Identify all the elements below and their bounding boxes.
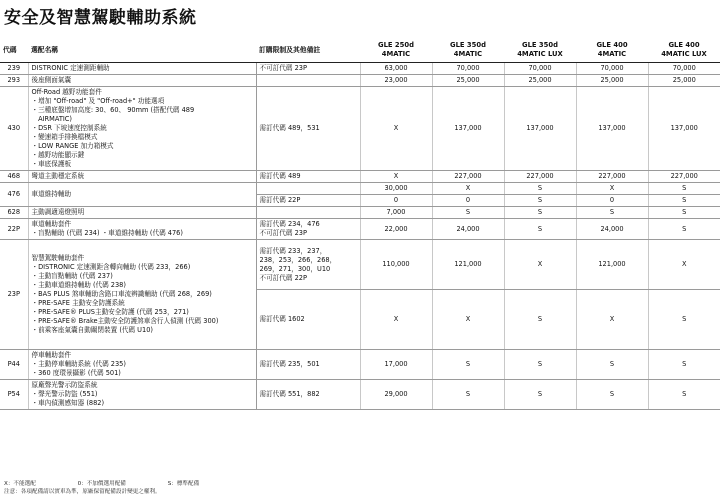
text-line: DISTRONIC 定速測距輔助 xyxy=(31,64,110,72)
order-note xyxy=(256,183,360,195)
text-line: 需訂代碼 551，882 xyxy=(259,390,320,398)
price-cell: 0 xyxy=(432,195,504,207)
price-cell: 25,000 xyxy=(504,75,576,87)
price-cell: 25,000 xyxy=(576,75,648,87)
price-cell: S xyxy=(432,207,504,219)
header-model-gle350d: GLE 350d 4MATIC xyxy=(432,38,504,63)
text-line: 車道輔助套件 xyxy=(31,220,72,228)
price-cell: S xyxy=(648,380,720,410)
text-line: ・增加 "Off-road" 及 "Off-road+" 功能選項 xyxy=(31,97,165,105)
price-cell: 23,000 xyxy=(360,75,432,87)
price-cell: S xyxy=(504,350,576,380)
text-line: 車道維持輔助 xyxy=(31,190,72,198)
text-line: ・車內偵測感知器 (882) xyxy=(31,399,105,407)
price-cell: 70,000 xyxy=(504,63,576,75)
text-line: ・DISTRONIC 定速測距含轉向輔助 (代碼 233，266) xyxy=(31,263,191,271)
option-code: P44 xyxy=(0,350,28,380)
order-note xyxy=(256,75,360,87)
table-row xyxy=(0,350,720,380)
price-cell: 121,000 xyxy=(576,240,648,290)
table-row xyxy=(0,63,720,75)
table-body xyxy=(0,63,720,410)
table-row xyxy=(0,207,720,219)
order-note xyxy=(256,207,360,219)
header-feature: 選配名稱 xyxy=(28,38,256,63)
text-line: ・主動車道維持輔助 (代碼 238) xyxy=(31,281,126,289)
text-line: 後座側面氣囊 xyxy=(31,76,72,84)
text-line: 不可訂代碼 23P xyxy=(259,229,307,237)
price-cell: S xyxy=(504,380,576,410)
order-note xyxy=(256,87,360,171)
text-line: ・LOW RANGE 加力箱模式 xyxy=(31,142,114,150)
text-line: AIRMATIC) xyxy=(31,115,72,123)
option-name xyxy=(28,207,256,219)
text-line: 需訂代碼 489 xyxy=(259,172,301,180)
price-cell: X xyxy=(576,290,648,350)
order-note xyxy=(256,63,360,75)
price-cell: 227,000 xyxy=(648,171,720,183)
text-line: 需訂代碼 22P xyxy=(259,196,301,204)
price-cell: 137,000 xyxy=(576,87,648,171)
price-cell: S xyxy=(576,350,648,380)
option-name xyxy=(28,183,256,207)
price-cell: 227,000 xyxy=(432,171,504,183)
text-line: ・BAS PLUS 煞車輔助含路口車流辨識輔助 (代碼 268，269) xyxy=(31,290,212,298)
price-cell: 70,000 xyxy=(648,63,720,75)
price-cell: X xyxy=(504,240,576,290)
options-table xyxy=(0,38,720,410)
price-cell: X xyxy=(432,183,504,195)
price-cell: S xyxy=(648,195,720,207)
option-name xyxy=(28,240,256,350)
price-cell: X xyxy=(360,87,432,171)
price-cell: 121,000 xyxy=(432,240,504,290)
text-line: ・主動盲點輔助 (代碼 237) xyxy=(31,272,113,280)
text-line: ・三種底盤增加高度: 30、60、 90mm (搭配代碼 489 xyxy=(31,106,195,114)
legend-0: 0：不加價選用配備 xyxy=(77,481,126,487)
text-line: ・變速箱手排換檔模式 xyxy=(31,133,98,141)
order-note xyxy=(256,219,360,240)
price-cell: S xyxy=(648,350,720,380)
option-name xyxy=(28,380,256,410)
legend xyxy=(4,480,199,488)
text-line: 停車輔助套件 xyxy=(31,351,72,359)
option-name xyxy=(28,219,256,240)
text-line: Off-Road 越野功能套件 xyxy=(31,88,102,96)
option-name xyxy=(28,63,256,75)
table-row xyxy=(0,380,720,410)
table-row xyxy=(0,240,720,290)
option-code: 22P xyxy=(0,219,28,240)
price-cell: 227,000 xyxy=(576,171,648,183)
price-cell: X xyxy=(360,171,432,183)
price-cell: 25,000 xyxy=(432,75,504,87)
price-cell: 25,000 xyxy=(648,75,720,87)
text-line: ・前乘客座氣囊自動關閉裝置 (代碼 U10) xyxy=(31,326,153,334)
header-model-gle250d: GLE 250d 4MATIC xyxy=(360,38,432,63)
price-cell: S xyxy=(648,290,720,350)
legend-x: X：不能選配 xyxy=(4,481,36,487)
order-note xyxy=(256,171,360,183)
text-line: 智慧駕駛輔助套件 xyxy=(31,254,85,262)
price-cell: 110,000 xyxy=(360,240,432,290)
text-line: 需訂代碼 233，237， xyxy=(259,246,327,255)
price-cell: 227,000 xyxy=(504,171,576,183)
text-line: 彎道主動穩定系統 xyxy=(31,172,85,180)
header-code: 代碼 xyxy=(0,38,28,63)
text-line: ・PRE-SAFE 主動安全防護系統 xyxy=(31,299,125,307)
price-cell: S xyxy=(576,380,648,410)
option-name xyxy=(28,171,256,183)
disclaimer: 注意：各項配備請以實車為準，原廠保留配備設計變更之權利。 xyxy=(4,489,161,495)
price-cell: 70,000 xyxy=(576,63,648,75)
price-cell: 24,000 xyxy=(576,219,648,240)
price-cell: 29,000 xyxy=(360,380,432,410)
page-title: 安全及智慧駕駛輔助系統 xyxy=(4,8,197,28)
price-cell: X xyxy=(648,240,720,290)
text-line: 主動調適遠燈照明 xyxy=(31,208,85,216)
text-line: ・車底保護板 xyxy=(31,160,72,168)
option-code: 239 xyxy=(0,63,28,75)
footer xyxy=(4,480,199,496)
price-cell: S xyxy=(432,380,504,410)
text-line: 不可訂代碼 22P xyxy=(259,273,307,282)
option-code: 628 xyxy=(0,207,28,219)
price-cell: S xyxy=(504,195,576,207)
order-note xyxy=(256,240,360,290)
option-code: 293 xyxy=(0,75,28,87)
option-name xyxy=(28,87,256,171)
price-cell: X xyxy=(360,290,432,350)
price-cell: S xyxy=(504,219,576,240)
price-cell: S xyxy=(504,183,576,195)
order-note xyxy=(256,350,360,380)
option-code: 476 xyxy=(0,183,28,207)
text-line: ・聲光警示防盜 (551) xyxy=(31,390,98,398)
order-note xyxy=(256,290,360,350)
header-model-gle400-lux: GLE 400 4MATIC LUX xyxy=(648,38,720,63)
price-cell: 22,000 xyxy=(360,219,432,240)
price-cell: 70,000 xyxy=(432,63,504,75)
table-row xyxy=(0,171,720,183)
text-line: ・360 度環景攝影 (代碼 501) xyxy=(31,369,121,377)
price-cell: 17,000 xyxy=(360,350,432,380)
text-line: ・DSR 下坡速度控制系統 xyxy=(31,124,107,132)
price-cell: 137,000 xyxy=(504,87,576,171)
text-line: ・PRE-SAFE® PLUS主動安全防護 (代碼 253，271) xyxy=(31,308,189,316)
header-note: 訂購限制及其他備註 xyxy=(256,38,360,63)
header-model-gle350d-lux: GLE 350d 4MATIC LUX xyxy=(504,38,576,63)
option-code: 430 xyxy=(0,87,28,171)
text-line: 需訂代碼 1602 xyxy=(259,315,305,323)
option-code: 23P xyxy=(0,240,28,350)
text-line: 原廠聲光警示防盜系統 xyxy=(31,381,98,389)
price-cell: X xyxy=(576,183,648,195)
price-cell: S xyxy=(576,207,648,219)
option-code: 468 xyxy=(0,171,28,183)
text-line: ・越野功能顯示鍵 xyxy=(31,151,85,159)
table-row xyxy=(0,183,720,195)
legend-s: S：標準配備 xyxy=(167,481,200,487)
text-line: 需訂代碼 234，476 xyxy=(259,220,320,228)
price-cell: S xyxy=(432,350,504,380)
table-row xyxy=(0,75,720,87)
text-line: ・主動停車輔助系統 (代碼 235) xyxy=(31,360,126,368)
price-cell: X xyxy=(432,290,504,350)
price-cell: 0 xyxy=(360,195,432,207)
price-cell: S xyxy=(648,183,720,195)
price-cell: 30,000 xyxy=(360,183,432,195)
text-line: 不可訂代碼 23P xyxy=(259,64,307,72)
text-line: 269，271，300，U10 xyxy=(259,264,331,273)
table-header-row xyxy=(0,38,720,63)
table-row xyxy=(0,87,720,171)
text-line: 238，253，266，268， xyxy=(259,255,337,264)
price-cell: 24,000 xyxy=(432,219,504,240)
text-line: ・盲點輔助 (代碼 234) ・車道維持輔助 (代碼 476) xyxy=(31,229,183,237)
order-note xyxy=(256,195,360,207)
price-cell: 7,000 xyxy=(360,207,432,219)
price-cell: S xyxy=(504,207,576,219)
text-line: ・PRE-SAFE® Brake主動安全防護煞車含行人偵測 (代碼 300) xyxy=(31,317,219,325)
table-row xyxy=(0,219,720,240)
text-line: 需訂代碼 489，531 xyxy=(259,124,320,132)
price-cell: S xyxy=(504,290,576,350)
text-line: 需訂代碼 235，501 xyxy=(259,360,320,368)
option-code: P54 xyxy=(0,380,28,410)
option-name xyxy=(28,350,256,380)
price-cell: 137,000 xyxy=(432,87,504,171)
price-cell: 137,000 xyxy=(648,87,720,171)
price-cell: S xyxy=(648,207,720,219)
option-name xyxy=(28,75,256,87)
header-model-gle400: GLE 400 4MATIC xyxy=(576,38,648,63)
price-cell: S xyxy=(648,219,720,240)
order-note xyxy=(256,380,360,410)
price-cell: 63,000 xyxy=(360,63,432,75)
price-cell: 0 xyxy=(576,195,648,207)
